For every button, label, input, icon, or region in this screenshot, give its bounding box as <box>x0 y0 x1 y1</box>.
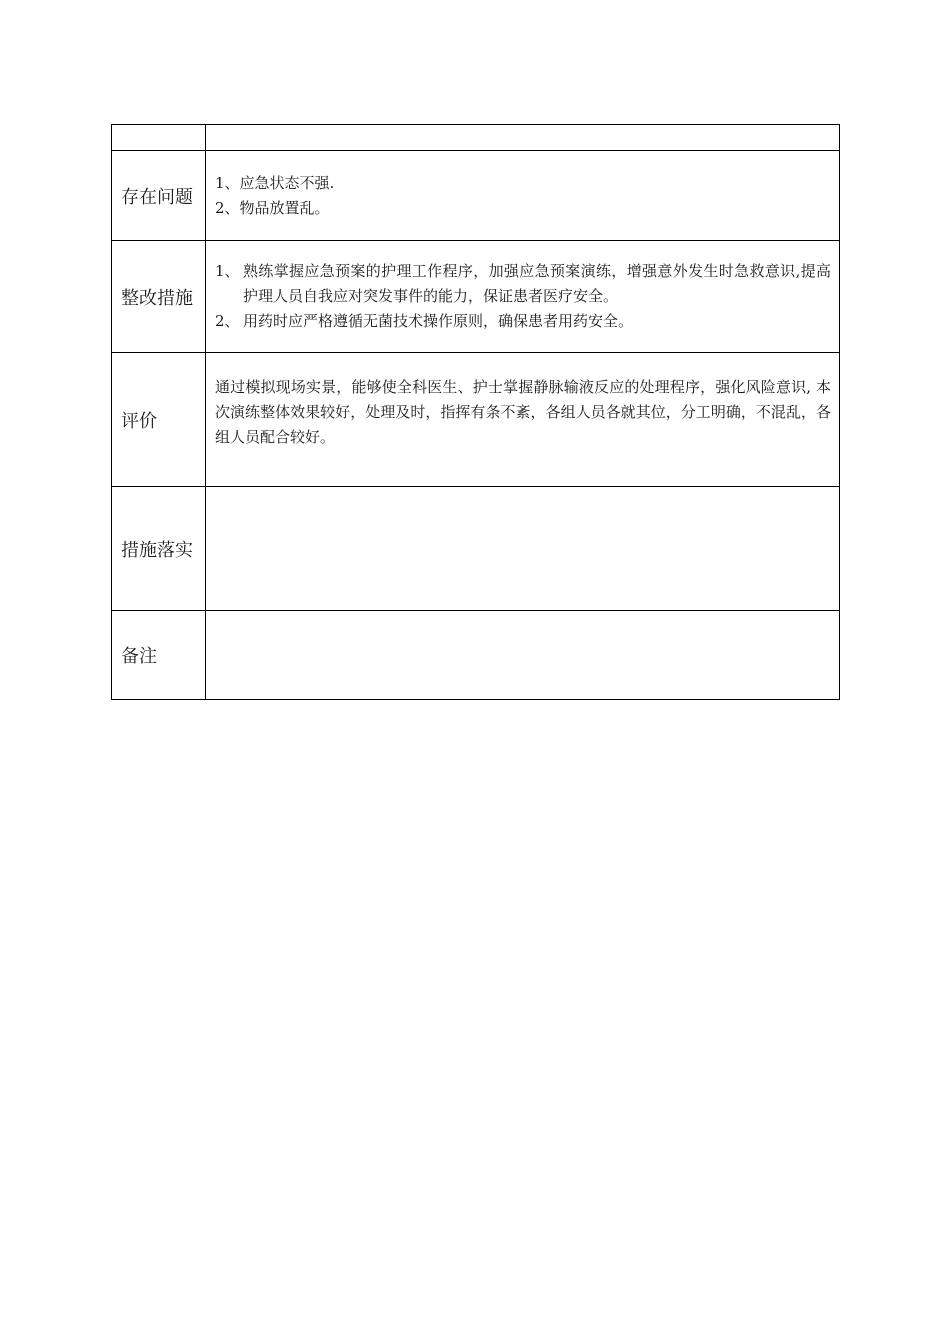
row-label-remarks: 备注 <box>112 611 206 700</box>
measure-item-1-text: 熟练掌握应急预案的护理工作程序，加强应急预案演练，增强意外发生时急救意识,提高护理人员自我应对突发事件的能力，保证患者医疗安全。 <box>243 262 831 305</box>
table-row-header-blank <box>112 125 840 151</box>
row-content-remarks <box>206 611 840 700</box>
table-row-evaluation <box>112 353 840 487</box>
row-label-implementation: 措施落实 <box>112 487 206 611</box>
table-row-measures <box>112 241 840 353</box>
measure-item-2-number: 2、 <box>215 312 240 330</box>
measure-item-2 <box>215 309 831 334</box>
evaluation-paragraph: 通过模拟现场实景，能够使全科医生、护士掌握静脉输液反应的处理程序，强化风险意识, 本次演练整体效果较好，处理及时，指挥有条不紊，各组人员各就其位，分工明确，不混乱，各组人员配合较好。 <box>215 378 831 446</box>
row-label-blank <box>112 125 206 151</box>
row-label-measures: 整改措施 <box>112 241 206 353</box>
row-content-evaluation <box>206 353 840 487</box>
measure-item-1 <box>215 259 831 309</box>
row-content-problems <box>206 151 840 241</box>
problem-line-1: 1、应急状态不强. <box>215 173 335 192</box>
table-row-implementation <box>112 487 840 611</box>
measure-item-2-text: 用药时应严格遵循无菌技术操作原则，确保患者用药安全。 <box>243 312 634 330</box>
row-label-problems: 存在问题 <box>112 151 206 241</box>
problem-line-2: 2、物品放置乱。 <box>215 198 330 217</box>
row-label-evaluation: 评价 <box>112 353 206 487</box>
row-content-blank <box>206 125 840 151</box>
table-row-problems <box>112 151 840 241</box>
row-content-measures <box>206 241 840 353</box>
row-content-implementation <box>206 487 840 611</box>
measure-item-1-number: 1、 <box>215 262 240 280</box>
table-row-remarks <box>112 611 840 700</box>
drill-report-table <box>111 124 840 700</box>
